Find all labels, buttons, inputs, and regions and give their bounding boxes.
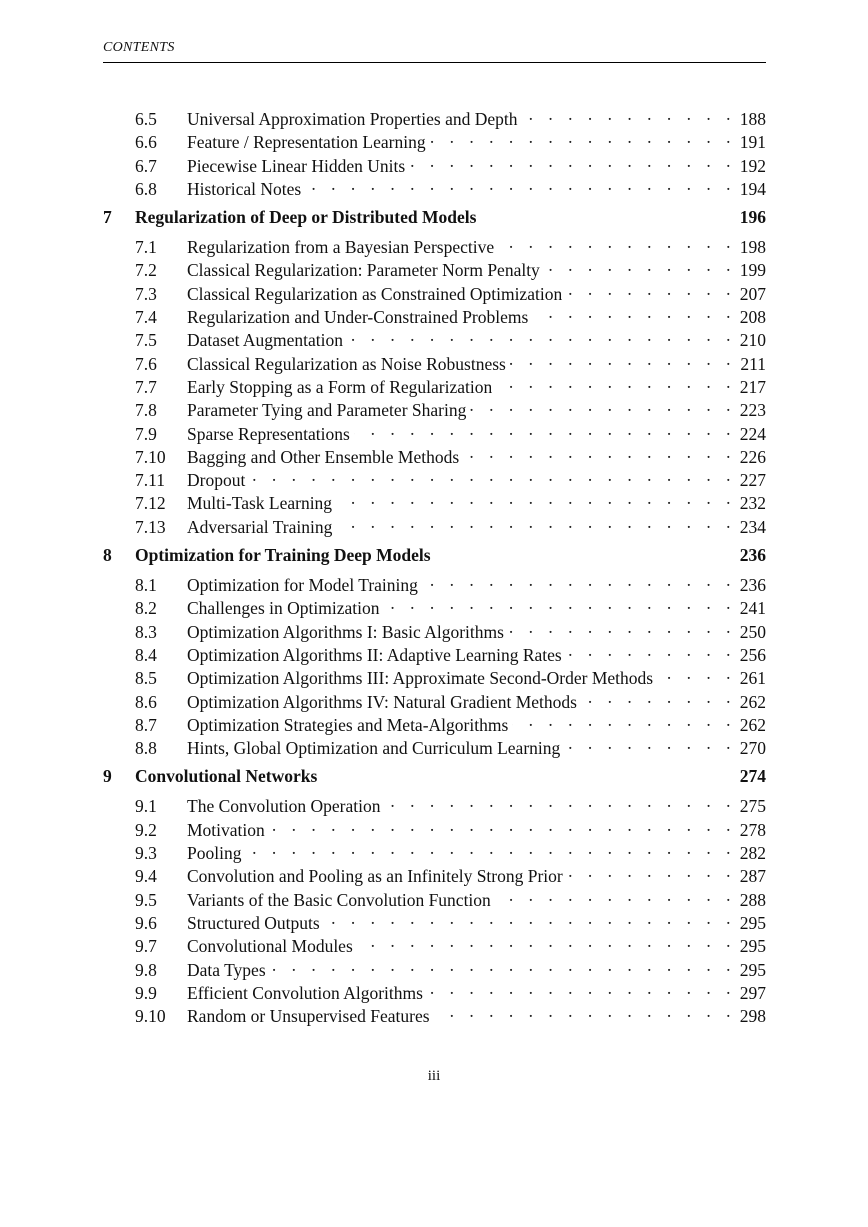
section-entry[interactable] [103,838,766,864]
dot-leader [496,372,736,393]
dot-leader [581,687,736,708]
section-number: 6.6 [135,132,157,153]
section-page: 224 [739,423,766,444]
section-number: 7.7 [135,376,157,397]
dot-leader [495,885,736,906]
section-page: 198 [739,237,766,258]
section-entry[interactable] [103,442,766,465]
section-entry[interactable] [103,617,766,640]
section-number: 9.6 [135,912,157,933]
section-title: Sparse Representations [187,423,350,444]
section-number: 9.5 [135,889,157,910]
section-page: 262 [739,714,766,735]
section-title-wrap [187,733,736,759]
dot-leader [270,955,736,976]
section-title-wrap [187,395,736,421]
section-entry[interactable] [103,419,766,442]
section-title: Dataset Augmentation [187,330,344,351]
section-number: 8.3 [135,621,157,642]
section-page: 241 [739,598,766,619]
section-title-wrap [187,232,736,258]
section-title-wrap [187,488,736,514]
section-entry[interactable] [103,885,766,908]
section-page: 191 [739,132,766,153]
section-entry[interactable] [103,955,766,978]
section-number: 9.10 [135,1006,166,1027]
dot-leader [508,617,736,638]
section-title-wrap [187,279,736,305]
section-page: 223 [739,400,766,421]
section-entry[interactable] [103,512,766,535]
section-number: 7.5 [135,330,157,351]
section-entry[interactable] [103,640,766,663]
section-title-wrap [187,127,736,153]
section-page: 210 [739,330,766,351]
section-title: Dropout [187,470,246,491]
section-entry[interactable] [103,710,766,733]
section-entry[interactable] [103,663,766,689]
section-entry[interactable] [103,978,766,1001]
chapter-title: Optimization for Training Deep Models [135,545,431,566]
dot-leader [409,151,736,172]
dot-leader [522,104,737,125]
toc-chapter [103,207,766,535]
section-entry[interactable] [103,931,766,957]
section-entry[interactable] [103,1001,766,1027]
section-title: Challenges in Optimization [187,598,380,619]
chapter-page: 196 [739,207,766,228]
section-title: Optimization Algorithms II: Adaptive Learning Rates [187,644,562,665]
section-page: 207 [739,283,766,304]
section-entry[interactable] [103,372,766,395]
section-number: 8.8 [135,738,157,759]
section-number: 7.4 [135,307,157,328]
section-number: 7.2 [135,260,157,281]
section-title-wrap [187,931,736,957]
section-page: 208 [739,307,766,328]
chapter-number: 7 [103,207,112,228]
section-page: 188 [739,109,766,129]
section-title: Optimization Algorithms IV: Natural Gradient Methods [187,691,577,712]
section-entry[interactable] [103,302,766,328]
section-entry[interactable] [103,232,766,258]
section-title: Motivation [187,819,265,840]
section-entry[interactable] [103,151,766,174]
dot-leader [354,419,736,440]
section-page: 226 [739,446,766,467]
dot-leader [305,174,736,195]
section-title-wrap [187,442,736,468]
chapter-page: 236 [739,545,766,566]
section-entry[interactable] [103,791,766,817]
section-number: 8.7 [135,714,157,735]
section-title: Early Stopping as a Form of Regularization [187,376,493,397]
section-title: Parameter Tying and Parameter Sharing [187,400,467,421]
toc-chapter [103,545,766,759]
section-title: Variants of the Basic Convolution Function [187,889,491,910]
dot-leader [430,127,736,148]
section-title-wrap [187,640,736,666]
section-title-wrap [187,885,736,911]
section-number: 7.13 [135,516,166,537]
section-title: Bagging and Other Ensemble Methods [187,446,460,467]
section-title-wrap [187,419,736,445]
section-title: Classical Regularization as Constrained Optimization [187,283,563,304]
section-page: 250 [739,621,766,642]
dot-leader [336,488,736,509]
section-title-wrap [187,151,736,177]
section-title: Adversarial Training [187,516,333,537]
section-title-wrap [187,791,736,817]
section-page: 282 [739,843,766,864]
section-title-wrap [187,908,736,934]
section-title: Regularization from a Bayesian Perspective [187,237,495,258]
section-title-wrap [187,861,736,887]
section-title: Efficient Convolution Algorithms [187,982,423,1003]
toc-chapter [103,104,766,197]
running-title: CONTENTS [103,40,175,55]
section-entry[interactable] [103,861,766,887]
table-of-contents [103,104,766,1034]
section-page: 217 [739,376,766,397]
section-title-wrap [187,710,736,736]
dot-leader [544,255,736,276]
dot-leader [357,931,736,952]
section-number: 7.9 [135,423,157,444]
section-entry[interactable] [103,488,766,514]
section-title-wrap [187,1001,736,1027]
section-entry[interactable] [103,465,766,491]
dot-leader [347,325,736,346]
section-page: 192 [739,155,766,176]
section-page: 211 [740,353,766,374]
chapter-title: Regularization of Deep or Distributed Models [135,207,477,228]
section-title: Random or Unsupervised Features [187,1006,430,1027]
section-entry[interactable] [103,908,766,931]
section-entry[interactable] [103,127,766,153]
section-page: 199 [739,260,766,281]
section-title: Structured Outputs [187,912,320,933]
section-number: 9.1 [135,796,157,817]
section-title-wrap [187,325,736,351]
section-title: Feature / Representation Learning [187,132,426,153]
section-title: Regularization and Under-Constrained Problems [187,307,529,328]
section-title: Historical Notes [187,178,302,199]
section-entry[interactable] [103,733,766,759]
dot-leader [512,710,736,731]
section-title-wrap [187,104,736,130]
section-title-wrap [187,349,736,375]
section-page: 261 [739,668,766,689]
section-page: 227 [739,470,766,491]
chapter-number: 9 [103,766,112,787]
dot-leader [384,791,736,812]
dot-leader [567,861,736,882]
section-title-wrap [187,593,736,619]
chapter-entry[interactable] [103,545,766,570]
section-number: 9.3 [135,843,157,864]
section-number: 8.5 [135,668,157,689]
toc-chapter [103,766,766,1027]
section-title: Convolutional Modules [187,936,353,957]
section-title: Optimization Algorithms I: Basic Algorithms [187,621,504,642]
section-page: 295 [739,936,766,957]
dot-leader [657,663,736,684]
section-title: The Convolution Operation [187,796,381,817]
section-number: 8.1 [135,575,157,596]
section-title: Optimization Algorithms III: Approximate Second-Order Methods [187,668,654,689]
dot-leader [336,512,736,533]
section-title: Pooling [187,843,242,864]
section-entry[interactable] [103,104,766,127]
dot-leader [532,302,736,323]
section-title-wrap [187,255,736,281]
section-number: 9.8 [135,959,157,980]
section-entry[interactable] [103,815,766,838]
section-entry[interactable] [103,687,766,710]
section-title-wrap [187,663,736,689]
section-number: 7.10 [135,446,166,467]
section-page: 287 [739,866,766,887]
section-entry[interactable] [103,174,766,197]
section-title-wrap [187,570,736,596]
dot-leader [564,733,736,754]
dot-leader [422,570,736,591]
section-title: Optimization for Model Training [187,575,418,596]
dot-leader [427,978,736,999]
chapter-entry[interactable] [103,207,766,232]
section-page: 270 [739,738,766,759]
section-title: Classical Regularization: Parameter Norm Penalty [187,260,540,281]
section-title-wrap [187,955,736,981]
chapter-entry[interactable] [103,766,766,791]
section-title: Optimization Strategies and Meta-Algorithms [187,714,509,735]
section-title: Universal Approximation Properties and Depth [187,109,518,129]
section-page: 295 [739,912,766,933]
section-number: 9.7 [135,936,157,957]
section-entry[interactable] [103,395,766,421]
section-page: 256 [739,644,766,665]
section-number: 6.8 [135,178,157,199]
section-number: 9.2 [135,819,157,840]
section-page: 298 [739,1006,766,1027]
dot-leader [269,815,736,836]
section-number: 9.9 [135,982,157,1003]
section-title: Piecewise Linear Hidden Units [187,155,406,176]
section-page: 275 [739,796,766,817]
section-number: 7.8 [135,400,157,421]
section-page: 297 [739,982,766,1003]
section-number: 8.2 [135,598,157,619]
running-header [103,38,766,63]
dot-leader [470,395,736,416]
section-entry[interactable] [103,279,766,302]
dot-leader [566,279,736,300]
chapter-number: 8 [103,545,112,566]
dot-leader [566,640,736,661]
section-page: 288 [739,889,766,910]
section-title-wrap [187,465,736,491]
dot-leader [249,465,736,486]
section-page: 194 [739,178,766,199]
section-number: 8.6 [135,691,157,712]
dot-leader [245,838,736,859]
chapter-title: Convolutional Networks [135,766,318,787]
page-number: iii [427,1068,441,1084]
section-title: Hints, Global Optimization and Curriculum Learning [187,738,561,759]
section-page: 232 [739,493,766,514]
section-page: 262 [739,691,766,712]
section-title-wrap [187,302,736,328]
section-entry[interactable] [103,255,766,281]
section-title-wrap [187,372,736,398]
section-number: 7.3 [135,283,157,304]
chapter-page: 274 [739,766,766,787]
section-page: 278 [739,819,766,840]
section-entry[interactable] [103,349,766,372]
section-title: Convolution and Pooling as an Infinitely Strong Prior [187,866,563,887]
dot-leader [383,593,736,614]
section-title-wrap [187,838,736,864]
section-title: Data Types [187,959,266,980]
dot-leader [498,232,736,253]
section-title-wrap [187,512,736,538]
dot-leader [510,349,736,370]
section-number: 7.12 [135,493,166,514]
section-page: 295 [739,959,766,980]
section-title-wrap [187,174,736,200]
section-number: 6.7 [135,155,157,176]
section-number: 7.1 [135,237,157,258]
dot-leader [463,442,736,463]
section-entry[interactable] [103,325,766,351]
section-title-wrap [187,617,736,643]
section-number: 9.4 [135,866,157,887]
section-title-wrap [187,815,736,841]
section-page: 234 [739,516,766,537]
section-title-wrap [187,978,736,1004]
section-number: 7.6 [135,353,157,374]
section-number: 7.11 [135,470,165,491]
section-entry[interactable] [103,593,766,619]
section-title: Classical Regularization as Noise Robustness [187,353,506,374]
section-title: Multi-Task Learning [187,493,333,514]
dot-leader [324,908,736,929]
section-page: 236 [739,575,766,596]
dot-leader [434,1001,736,1022]
section-number: 8.4 [135,644,157,665]
section-entry[interactable] [103,570,766,596]
section-number: 6.5 [135,109,157,129]
section-title-wrap [187,687,736,713]
